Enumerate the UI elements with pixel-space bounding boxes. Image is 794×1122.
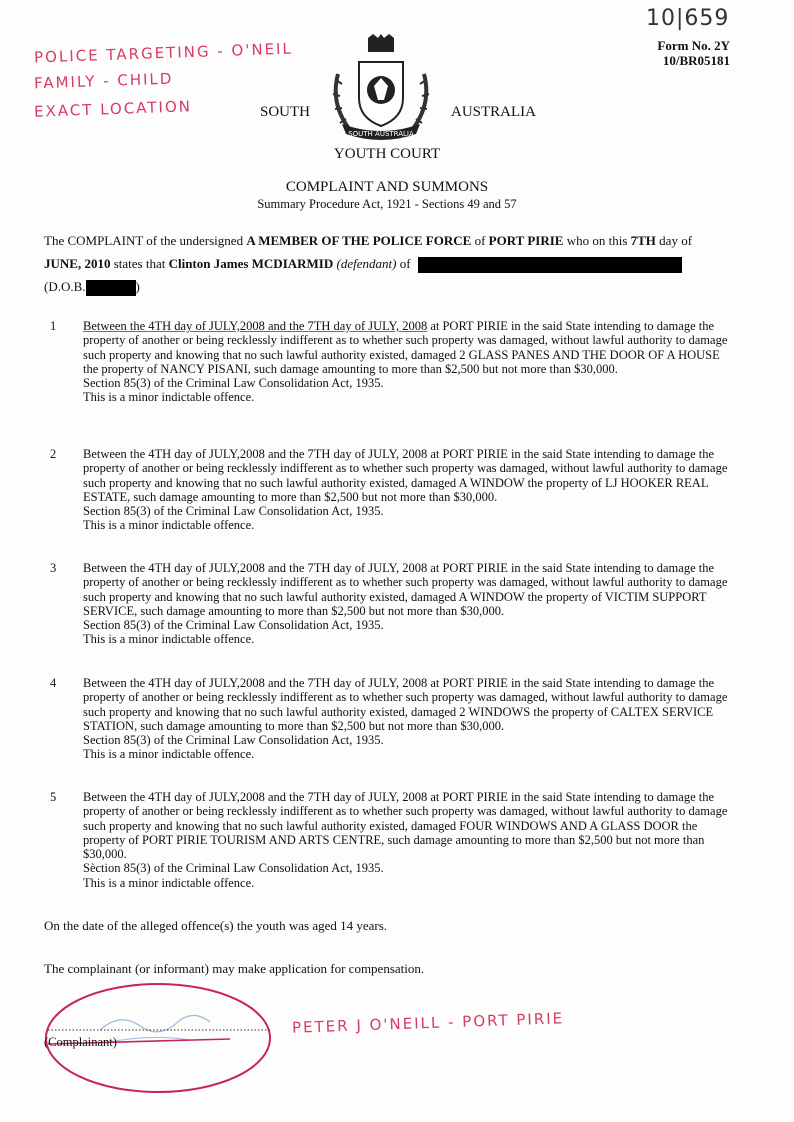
count-offence-class: This is a minor indictable offence.: [83, 632, 255, 647]
handwritten-note-line-1: POLICE TARGETING - O'NEIL: [33, 39, 294, 67]
handwritten-signature-name: PETER J O'NEILL - PORT PIRIE: [291, 1009, 565, 1037]
count-text: Between the 4TH day of JULY,2008 and the 7TH day of JULY, 2008 at PORT PIRIE in the said State intending to damage the property of another or being recklessly indifferent as to whether such property was damaged, without lawful authority to damage such property and knowing that no such lawful authority existed, damaged A WINDOW the property of VICTIM SUPPORT SERVICE, such damage amounting to more than $2,500 but not more than $30,000. Section 85(3) of the Criminal Law Consolidation Act, 1935. This is a minor indictable offence.: [83, 561, 738, 647]
count-number: 5: [50, 790, 57, 804]
count-number: 4: [50, 676, 57, 690]
count-offence-class: This is a minor indictable offence.: [83, 390, 255, 405]
count-offence-class: This is a minor indictable offence.: [83, 518, 255, 533]
count-text: Between the 4TH day of JULY,2008 and the 7TH day of JULY, 2008 at PORT PIRIE in the said State intending to damage the property of another or being recklessly indifferent as to whether such property was damaged, without lawful authority to damage such property and knowing that no such lawful authority existed, damaged 2 GLASS PANES AND THE DOOR OF A HOUSE the property of NANCY PISANI, such damage amounting to more than $2,500 but not more than $30,000. Section 85(3) of the Criminal Law Consolidation Act, 1935. This is a minor indictable offence.: [83, 319, 738, 405]
crest-ribbon-text: SOUTH AUSTRALIA: [348, 130, 414, 138]
count-section: Section 85(3) of the Criminal Law Consolidation Act, 1935.: [83, 504, 384, 519]
state-label-left: SOUTH: [260, 104, 311, 120]
coat-of-arms-crest: [316, 34, 446, 146]
court-name: YOUTH COURT: [333, 146, 441, 162]
count-section: Section 85(3) of the Criminal Law Consolidation Act, 1935.: [83, 618, 384, 633]
document-title: COMPLAINT AND SUMMONS: [285, 179, 489, 195]
count-section: Sèction 85(3) of the Criminal Law Consolidation Act, 1935.: [83, 861, 384, 876]
count-offence-class: This is a minor indictable offence.: [83, 747, 255, 762]
count-text: Between the 4TH day of JULY,2008 and the 7TH day of JULY, 2008 at PORT PIRIE in the said State intending to damage the property of another or being recklessly indifferent as to whether such property was damaged, without lawful authority to damage such property and knowing that no such lawful authority existed, damaged A WINDOW the property of LJ HOOKER REAL ESTATE, such damage amounting to more than $2,500 but not more than $30,000. Section 85(3) of the Criminal Law Consolidation Act, 1935. This is a minor indictable offence.: [83, 447, 738, 533]
crest-icon: [316, 34, 446, 146]
count-offence-class: This is a minor indictable offence.: [83, 875, 255, 890]
count-lead-underlined: Between the 4TH day of JULY,2008 and the 7TH day of JULY, 2008: [83, 319, 428, 333]
count-number: 3: [50, 561, 57, 575]
count-number: 2: [50, 447, 57, 461]
count-section: Section 85(3) of the Criminal Law Consolidation Act, 1935.: [83, 733, 384, 748]
handwritten-note-line-3: EXACT LOCATION: [33, 97, 193, 121]
intro-line-2: JUNE, 2010 states that Clinton James MCDIARMID (defendant) of: [44, 252, 744, 275]
form-reference: 10/BR05181: [662, 53, 730, 68]
intro-line-1: The COMPLAINT of the undersigned A MEMBER OF THE POLICE FORCE of PORT PIRIE who on this 7TH day of: [44, 233, 693, 248]
form-number: Form No. 2Y: [657, 38, 730, 53]
form-number-block: [620, 38, 730, 68]
count-number: 1: [50, 319, 57, 333]
age-statement: On the date of the alleged offence(s) the youth was aged 14 years.: [44, 918, 388, 933]
redacted-dob: [86, 280, 136, 296]
count-section: Section 85(3) of the Criminal Law Consolidation Act, 1935.: [83, 376, 384, 391]
redacted-address: [418, 257, 682, 273]
handwritten-note-line-2: FAMILY - CHILD: [33, 69, 174, 93]
count-text: Between the 4TH day of JULY,2008 and the 7TH day of JULY, 2008 at PORT PIRIE in the said State intending to damage the property of another or being recklessly indifferent as to whether such property was damaged, without lawful authority to damage such property and knowing that no such lawful authority existed, damaged 2 WINDOWS the property of CALTEX SERVICE STATION, such damage amounting to more than $2,500 but not more than $30,000. Section 85(3) of the Criminal Law Consolidation Act, 1935. This is a minor indictable offence.: [83, 676, 738, 762]
state-label-right: AUSTRALIA: [451, 104, 536, 120]
intro-line-3: (D.O.B. ): [44, 275, 744, 298]
compensation-statement: The complainant (or informant) may make application for compensation.: [44, 961, 425, 976]
file-number-stamp: 10|659: [646, 6, 730, 31]
document-subtitle: Summary Procedure Act, 1921 - Sections 49 and 57: [257, 197, 517, 211]
complaint-intro: [44, 229, 744, 298]
complainant-label: (Complainant): [44, 1035, 117, 1049]
count-text: Between the 4TH day of JULY,2008 and the 7TH day of JULY, 2008 at PORT PIRIE in the said State intending to damage the property of another or being recklessly indifferent as to whether such property was damaged, without lawful authority to damage such property and knowing that no such lawful authority existed, damaged FOUR WINDOWS AND A GLASS DOOR the property of PORT PIRIE TOURISM AND ARTS CENTRE, such damage amounting to more than $2,500 but not more than $30,000. Sèction 85(3) of the Criminal Law Consolidation Act, 1935. This is a minor indictable offence.: [83, 790, 738, 890]
